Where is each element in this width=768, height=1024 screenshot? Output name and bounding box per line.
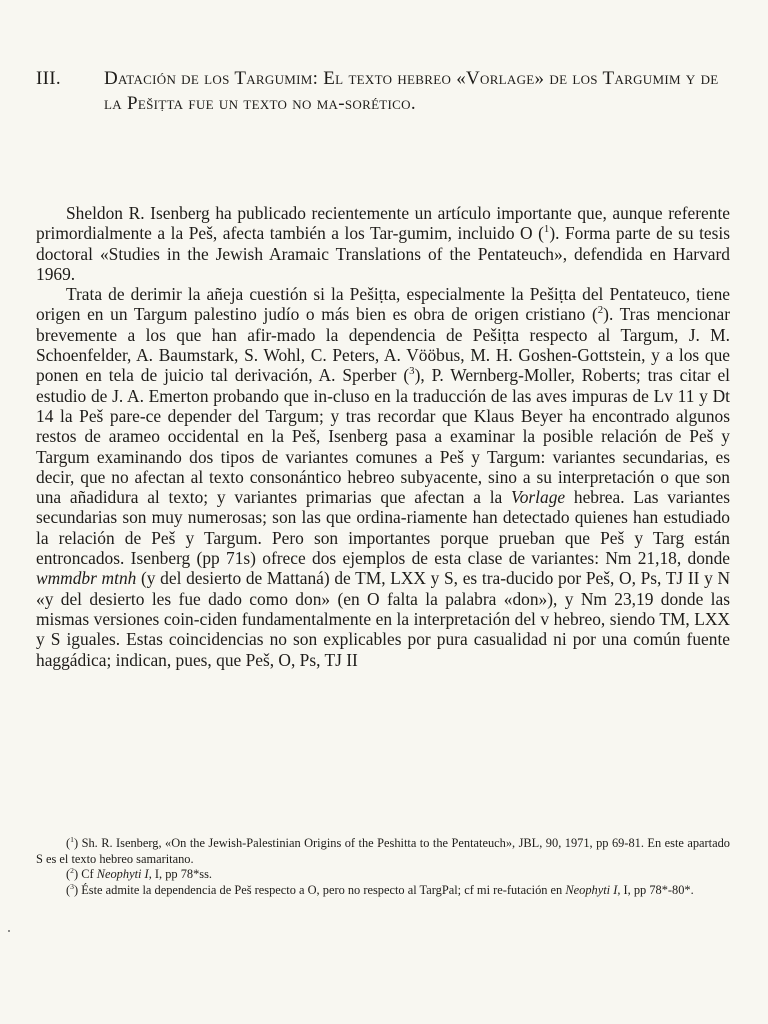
footnote-2: ($^2$) Cf Neophyti I, I, pp 78*ss. xyxy=(66,866,213,882)
scan-speck xyxy=(8,930,10,932)
footnote-3: ($^3$) Éste admite la dependencia de Peš respecto a O, pero no respecto al TargPal; cf mi re-futación en Neophyti I, I, pp 78*-80*. xyxy=(66,881,694,897)
paragraph-2-text-3: ), P. Wernberg-Moller, Roberts; tras citar el estudio de J. A. Emerton probando que in-cluso en la traducción de las aves impuras de Lv 11 y Dt 14 la Peš pare-ce depender del Targum; y tras recordar que Klaus Beyer ha encontrado algunos restos de arameo occidental en la Peš, Isenberg pasa a examinar la posible relación de Peš y Targum examinando dos tipos de variantes comunes a Peš y Targum: variantes secundarias, es decir, que no afectan al texto consonántico hebreo subyacente, sino a su interpretación o que son una añadidura al texto; y variantes primarias que afectan a la xyxy=(36,365,731,508)
footnote-2-text-2: , I, pp 78*ss. xyxy=(148,867,213,882)
body-text xyxy=(36,203,730,670)
paragraph-2 xyxy=(36,284,730,670)
footnote-1-text: Sh. R. Isenberg, «On the Jewish-Palestinian Origins of the Peshitta to the Pentateuch», JBL, 90, 1971, pp 69-81. En este apartado S es el texto hebreo samaritano. xyxy=(36,836,730,866)
footnote-2-text-1: Cf xyxy=(78,867,97,882)
footnote-2-mark: 2 xyxy=(70,866,74,876)
vorlage-term: Vorlage xyxy=(511,487,566,508)
footnote-ref-1: 1 xyxy=(543,223,550,236)
paragraph-2-text-4: hebrea. Las variantes secundarias son muy numerosas; son las que ordina-riamente han detectado quienes han estudiado la relación de Peš y Targum. Pero son importantes porque prueban que Peš y Targ están entroncados. Isenberg (pp 71s) ofrece dos ejemplos de esta clase de variantes: Nm 21,18, donde xyxy=(36,487,731,569)
footnote-ref-3: 3 xyxy=(409,365,415,378)
section-number: III. xyxy=(36,68,61,89)
footnote-3-text-1: Éste admite la dependencia de Peš respecto a O, pero no respecto al TargPal; cf mi re-futación en xyxy=(78,882,566,897)
footnote-1-mark: 1 xyxy=(70,834,74,844)
paragraph-1 xyxy=(36,203,730,284)
footnote-3-text-2: , I, pp 78*-80*. xyxy=(617,882,694,897)
footnote-1: ($^1$) Sh. R. Isenberg, «On the Jewish-Palestinian Origins of the Peshitta to the Pentateuch», JBL, 90, 1971, pp 69-81. En este apartado S es el texto hebreo samaritano. xyxy=(36,834,730,866)
paragraph-1-text-1: Sheldon R. Isenberg ha publicado recientemente un artículo importante que, aunque referente primordialmente a la Peš, afecta también a los Tar-gumim, incluido O ( xyxy=(36,203,730,244)
paragraph-1-text-2: ). Forma parte de su tesis doctoral «Studies in the Jewish Aramaic Translations of the Pentateuch», defendida en Harvard 1969. xyxy=(36,223,730,284)
paragraph-2-text-2: ). Tras mencionar brevemente a los que han afir-mado la dependencia de Pešiṭta respecto al Targum, J. M. Schoenfelder, A. Baumstark, S. Wohl, C. Peters, A. Vööbus, M. H. Goshen-Gottstein, y a los que ponen en tela de juicio tal derivación, A. Sperber ( xyxy=(36,304,730,386)
paragraph-2-text-5: (y del desierto de Mattaná) de TM, LXX y S, es tra-ducido por Peš, O, Ps, TJ II y N «y del desierto les fue dado como don» (en O falta la palabra «don»), y Nm 23,19 donde las mismas versiones coin-ciden fundamentalmente en la interpretación del v hebreo, siendo TM, LXX y S iguales. Estas coincidencias no son explicables por pura casualidad ni por una común fuente haggádica; indican, pues, que Peš, O, Ps, TJ II xyxy=(36,568,731,670)
paragraph-2-text-1: Trata de derimir la añeja cuestión si la Pešiṭta, especialmente la Pešiṭta del Pentateuco, tiene origen en un Targum palestino judío o más bien es obra de origen cristiano ( xyxy=(36,284,730,325)
hebrew-transliteration: wmmdbr mtnh xyxy=(36,568,137,589)
footnote-ref-2: 2 xyxy=(597,304,604,317)
footnote-3-work-title: Neophyti I xyxy=(565,882,618,897)
section-title: Datación de los Targumim: El texto hebreo «Vorlage» de los Targumim y de la Pešiṭta fue un texto no ma-sorético. xyxy=(104,68,719,114)
section-heading xyxy=(36,66,732,116)
footnote-2-work-title: Neophyti I xyxy=(96,867,149,882)
footnotes xyxy=(36,836,730,898)
footnote-3-mark: 3 xyxy=(70,881,74,891)
